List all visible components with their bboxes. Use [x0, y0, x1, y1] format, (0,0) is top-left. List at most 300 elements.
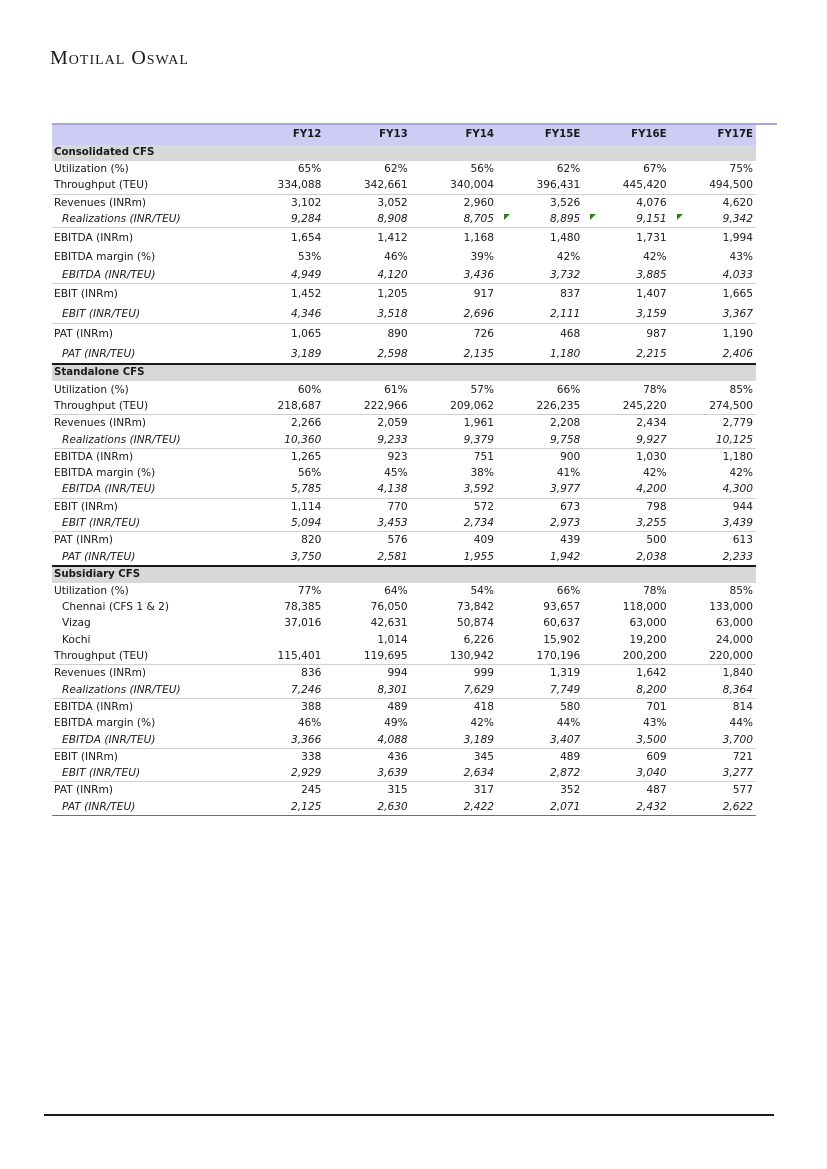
cell-value — [411, 515, 497, 532]
cell-value — [670, 583, 756, 599]
cell-value — [411, 632, 497, 648]
cell-text: 8,364 — [722, 683, 753, 696]
table-header-row — [52, 125, 756, 145]
cell-text: 3,439 — [722, 517, 753, 529]
cell-value — [583, 431, 669, 448]
cell-value — [670, 715, 756, 731]
cell-value — [497, 648, 583, 665]
table-row — [52, 284, 756, 304]
cell-value — [411, 248, 497, 268]
cell-text: 439 — [560, 534, 581, 547]
section-header-row — [52, 145, 756, 161]
cell-value — [670, 615, 756, 631]
cell-text: 3,102 — [291, 196, 322, 209]
cell-value — [497, 715, 583, 731]
cell-text: 78,385 — [284, 601, 322, 614]
cell-value — [324, 161, 410, 177]
cell-value — [670, 381, 756, 397]
cell-text: 41% — [556, 467, 581, 480]
cell-value — [670, 782, 756, 799]
cell-value — [324, 682, 410, 699]
cell-value — [670, 548, 756, 565]
cell-value — [238, 448, 324, 465]
cell-value — [583, 248, 669, 268]
column-header-fy17e: FY17E — [670, 125, 756, 145]
cell-text: 2,779 — [722, 417, 753, 430]
cell-text: 3,500 — [636, 733, 667, 746]
cell-value — [583, 415, 669, 432]
cell-value — [411, 284, 497, 304]
cell-text: 42% — [556, 251, 581, 264]
cell-text: 42,631 — [370, 617, 408, 630]
cell-text: 2,422 — [463, 800, 494, 813]
cell-value — [583, 799, 669, 816]
cell-text: 4,076 — [636, 196, 667, 209]
section-title: Consolidated CFS — [52, 145, 756, 161]
cell-text: 701 — [646, 700, 667, 713]
cell-text: 1,180 — [549, 347, 581, 360]
cell-value — [411, 344, 497, 365]
cell-value — [583, 304, 669, 324]
cell-text: 1,480 — [549, 231, 581, 244]
cell-text: 577 — [732, 784, 753, 797]
table-row — [52, 715, 756, 731]
cell-text: 2,960 — [463, 196, 494, 209]
cell-value — [238, 665, 324, 682]
footer-rule — [44, 1114, 774, 1116]
cell-value — [497, 324, 583, 344]
cell-text: 3,052 — [377, 196, 408, 209]
cell-value — [497, 177, 583, 194]
cell-value — [497, 799, 583, 816]
cell-value — [411, 324, 497, 344]
cell-text: 7,629 — [463, 683, 494, 696]
cell-value — [238, 248, 324, 268]
cell-text: 315 — [387, 784, 408, 797]
cell-text: 2,630 — [377, 800, 408, 813]
cell-value — [238, 228, 324, 248]
cell-value — [411, 448, 497, 465]
cell-value — [497, 398, 583, 415]
row-label: PAT (INRm) — [52, 532, 238, 549]
cell-value — [324, 465, 410, 481]
cell-value — [583, 782, 669, 799]
cell-text: 4,200 — [636, 483, 667, 496]
cell-text: 60% — [297, 383, 322, 396]
cell-text: 66% — [556, 584, 581, 597]
cell-value — [670, 267, 756, 284]
cell-text: 4,033 — [722, 269, 753, 282]
cell-text: 1,955 — [463, 550, 494, 563]
cell-text: 352 — [560, 784, 581, 797]
cell-value — [411, 599, 497, 615]
cell-text: 3,518 — [377, 307, 408, 320]
cell-text: 42% — [643, 467, 667, 480]
cell-value — [238, 731, 324, 748]
cell-value — [670, 799, 756, 816]
cell-value — [670, 465, 756, 481]
cell-value — [497, 615, 583, 631]
cell-value — [670, 177, 756, 194]
cell-value — [583, 177, 669, 194]
cell-text: 118,000 — [622, 601, 667, 614]
cell-text: 1,014 — [377, 633, 408, 646]
cell-value — [670, 248, 756, 268]
cell-text: 3,592 — [463, 483, 494, 496]
row-label: PAT (INRm) — [52, 782, 238, 799]
cell-text: 3,189 — [291, 347, 322, 360]
cell-value — [497, 665, 583, 682]
cell-text: 3,159 — [636, 307, 667, 320]
cell-value — [497, 583, 583, 599]
cell-value — [238, 648, 324, 665]
cell-value — [670, 498, 756, 515]
cell-value — [497, 748, 583, 765]
cell-text: 9,379 — [463, 433, 494, 446]
cell-value — [324, 267, 410, 284]
cell-text: 49% — [384, 717, 408, 730]
row-label: Throughput (TEU) — [54, 399, 149, 412]
cell-text: 890 — [387, 328, 408, 341]
cell-text: 418 — [473, 700, 494, 713]
cell-value — [238, 583, 324, 599]
section-header-row — [52, 566, 756, 583]
cell-value — [497, 465, 583, 481]
cell-value — [583, 465, 669, 481]
cell-text: 73,842 — [456, 601, 494, 614]
cell-text: 2,432 — [636, 800, 667, 813]
cell-value — [670, 344, 756, 365]
row-label: EBITDA (INR/TEU) — [62, 483, 156, 496]
cell-text: 62% — [384, 163, 408, 176]
cell-text: 3,436 — [463, 269, 494, 282]
table-row — [52, 498, 756, 515]
cell-value — [238, 698, 324, 715]
cell-text: 43% — [729, 251, 753, 264]
cell-text: 10,360 — [284, 433, 322, 446]
cell-value — [670, 515, 756, 532]
cell-value — [324, 515, 410, 532]
cell-text: 726 — [473, 328, 494, 341]
cell-value — [324, 665, 410, 682]
cell-value — [583, 228, 669, 248]
cell-value — [497, 228, 583, 248]
cell-text: 3,526 — [549, 196, 581, 209]
table-row — [52, 615, 756, 631]
cell-text: 53% — [297, 251, 322, 264]
cell-text: 4,138 — [377, 483, 408, 496]
cell-text: 388 — [301, 700, 322, 713]
cell-value — [238, 748, 324, 765]
cell-value — [324, 731, 410, 748]
cell-text: 42% — [643, 251, 667, 264]
cell-text: 3,277 — [722, 767, 753, 780]
cell-value — [497, 515, 583, 532]
cell-value — [238, 481, 324, 498]
row-label: Chennai (CFS 1 & 2) — [62, 601, 169, 614]
cell-text: 67% — [643, 163, 667, 176]
cell-text: 1,942 — [549, 550, 581, 563]
cell-text: 500 — [646, 534, 667, 547]
cell-value — [497, 448, 583, 465]
cell-value — [497, 431, 583, 448]
cell-value — [497, 731, 583, 748]
cell-value — [324, 248, 410, 268]
cell-text: 218,687 — [277, 399, 322, 412]
cell-value — [411, 481, 497, 498]
cell-text: 66% — [556, 383, 581, 396]
cell-text: 56% — [297, 467, 322, 480]
cell-text: 1,030 — [636, 450, 667, 463]
cell-value — [324, 599, 410, 615]
cell-value — [238, 615, 324, 631]
cell-text: 999 — [473, 667, 494, 680]
cell-text: 338 — [301, 750, 322, 763]
cell-text: 3,750 — [291, 550, 322, 563]
cell-value — [583, 599, 669, 615]
cell-text: 1,412 — [377, 231, 408, 244]
column-header-fy13: FY13 — [324, 125, 410, 145]
table-row — [52, 177, 756, 194]
cell-value — [583, 284, 669, 304]
table-row — [52, 682, 756, 699]
table-row — [52, 698, 756, 715]
cell-value — [583, 344, 669, 365]
cell-value — [670, 431, 756, 448]
cell-value — [583, 381, 669, 397]
cell-value — [497, 481, 583, 498]
row-label: EBIT (INRm) — [52, 498, 238, 515]
cell-value — [324, 715, 410, 731]
cell-text: 1,190 — [722, 328, 753, 341]
cell-value — [324, 782, 410, 799]
row-label: Kochi — [62, 633, 91, 646]
cell-text: 613 — [732, 534, 753, 547]
cell-value — [411, 304, 497, 324]
cell-value — [238, 324, 324, 344]
table-row — [52, 248, 756, 268]
row-label: EBITDA margin (%) — [54, 717, 156, 730]
cell-text: 1,065 — [291, 328, 322, 341]
cell-text: 133,000 — [709, 601, 753, 614]
cell-text: 4,120 — [377, 269, 408, 282]
cell-text: 2,111 — [549, 307, 581, 320]
cell-text: 1,168 — [463, 231, 494, 244]
cell-value — [670, 481, 756, 498]
cell-value — [324, 632, 410, 648]
table-row — [52, 632, 756, 648]
cell-text: 4,088 — [377, 733, 408, 746]
cell-text: 115,401 — [277, 650, 322, 663]
cell-value — [324, 799, 410, 816]
cell-text: 2,973 — [549, 517, 581, 529]
cell-text: 576 — [387, 534, 408, 547]
cell-text: 494,500 — [709, 179, 753, 192]
cell-text: 2,266 — [291, 417, 322, 430]
row-label: EBITDA (INRm) — [52, 448, 238, 465]
cell-value — [497, 248, 583, 268]
cell-value — [411, 698, 497, 715]
cell-text: 2,734 — [463, 517, 494, 529]
cell-text: 4,620 — [722, 196, 753, 209]
cell-text: 274,500 — [709, 399, 753, 412]
row-label: Utilization (%) — [54, 383, 129, 396]
cell-text: 38% — [470, 467, 494, 480]
cell-value — [497, 782, 583, 799]
cell-value — [670, 682, 756, 699]
cell-text: 39% — [470, 251, 494, 264]
cell-value — [238, 431, 324, 448]
table-row — [52, 599, 756, 615]
table-row — [52, 548, 756, 565]
cell-value — [324, 284, 410, 304]
cell-text: 2,598 — [377, 347, 408, 360]
cell-value — [238, 682, 324, 699]
cell-text: 1,840 — [722, 667, 753, 680]
cell-text: 9,284 — [291, 213, 322, 226]
cell-text: 75% — [729, 163, 753, 176]
cell-value — [238, 515, 324, 532]
cell-value — [670, 194, 756, 211]
cell-value — [497, 267, 583, 284]
table-row — [52, 748, 756, 765]
cell-value — [497, 532, 583, 549]
cell-text: 436 — [387, 750, 408, 763]
cell-text: 9,151 — [636, 213, 667, 226]
cell-value — [238, 194, 324, 211]
cell-text: 245 — [301, 784, 322, 797]
cell-value — [238, 398, 324, 415]
cell-value — [583, 731, 669, 748]
cell-text: 3,040 — [636, 767, 667, 780]
cell-value — [583, 498, 669, 515]
cell-text: 7,749 — [549, 683, 581, 696]
table-row — [52, 799, 756, 816]
cell-value — [238, 765, 324, 782]
cell-value — [238, 715, 324, 731]
table-row — [52, 304, 756, 324]
cell-value — [670, 448, 756, 465]
cell-text: 1,452 — [291, 288, 322, 301]
cell-text: 2,059 — [377, 417, 408, 430]
table-row — [52, 211, 756, 228]
cell-value — [411, 431, 497, 448]
cell-value — [497, 765, 583, 782]
cell-value — [583, 615, 669, 631]
cell-text: 85% — [729, 584, 753, 597]
cell-value — [411, 177, 497, 194]
cell-text: 57% — [470, 383, 494, 396]
cell-value — [324, 194, 410, 211]
cell-value — [670, 532, 756, 549]
cell-text: 2,872 — [549, 767, 581, 780]
cell-value — [238, 799, 324, 816]
cell-value — [583, 698, 669, 715]
cell-value — [411, 194, 497, 211]
row-label: Vizag — [62, 617, 91, 630]
cell-value — [497, 161, 583, 177]
cell-value — [583, 194, 669, 211]
row-label: Realizations (INR/TEU) — [62, 683, 181, 696]
cell-text: 396,431 — [536, 179, 581, 192]
cell-text: 1,731 — [636, 231, 667, 244]
cell-text: 468 — [560, 328, 581, 341]
cell-value — [583, 648, 669, 665]
cell-value — [411, 381, 497, 397]
cell-text: 2,125 — [291, 800, 322, 813]
cell-text: 770 — [387, 500, 408, 513]
row-label: EBITDA (INRm) — [52, 698, 238, 715]
cell-text: 1,654 — [291, 231, 322, 244]
cfs-financials-table — [52, 125, 756, 816]
row-label: Realizations (INR/TEU) — [62, 433, 181, 446]
cell-value — [583, 715, 669, 731]
column-header-fy14: FY14 — [411, 125, 497, 145]
cell-text: 43% — [643, 717, 667, 730]
cfs-table-container — [52, 123, 777, 816]
row-label: EBIT (INR/TEU) — [62, 307, 141, 320]
cell-text: 245,220 — [622, 399, 667, 412]
cell-value — [324, 228, 410, 248]
cell-text: 65% — [297, 163, 322, 176]
cell-text: 487 — [646, 784, 667, 797]
cell-text: 751 — [473, 450, 494, 463]
cell-value — [411, 765, 497, 782]
cell-text: 45% — [384, 467, 408, 480]
cell-value — [583, 583, 669, 599]
cell-value — [497, 599, 583, 615]
cell-text: 1,319 — [549, 667, 581, 680]
cell-value — [411, 782, 497, 799]
cell-value — [238, 415, 324, 432]
cell-text: 8,301 — [377, 683, 408, 696]
table-row — [52, 194, 756, 211]
cell-value — [324, 615, 410, 631]
cell-value — [411, 498, 497, 515]
row-label: Utilization (%) — [54, 584, 129, 597]
cell-value — [670, 698, 756, 715]
cell-text: 9,927 — [636, 433, 667, 446]
cell-text: 837 — [560, 288, 581, 301]
cell-value — [411, 548, 497, 565]
cell-value — [238, 465, 324, 481]
cell-text: 42% — [729, 467, 753, 480]
cell-value — [583, 665, 669, 682]
row-label: PAT (INR/TEU) — [52, 548, 238, 565]
cell-value — [670, 632, 756, 648]
cell-value — [238, 381, 324, 397]
cell-value — [670, 748, 756, 765]
cell-text: 2,208 — [549, 417, 581, 430]
cell-text: 8,895 — [549, 213, 581, 226]
cell-text: 3,367 — [722, 307, 753, 320]
cell-text: 609 — [646, 750, 667, 763]
cell-value — [583, 481, 669, 498]
table-row — [52, 481, 756, 498]
cell-text: 342,661 — [363, 179, 408, 192]
cell-value — [497, 194, 583, 211]
cell-text: 37,016 — [284, 617, 322, 630]
cell-value — [583, 448, 669, 465]
cell-value — [324, 304, 410, 324]
table-row — [52, 324, 756, 344]
table-row — [52, 344, 756, 365]
cell-value — [497, 632, 583, 648]
table-body — [52, 145, 756, 815]
cell-value — [497, 415, 583, 432]
cell-value — [411, 532, 497, 549]
cell-text: 1,407 — [636, 288, 667, 301]
